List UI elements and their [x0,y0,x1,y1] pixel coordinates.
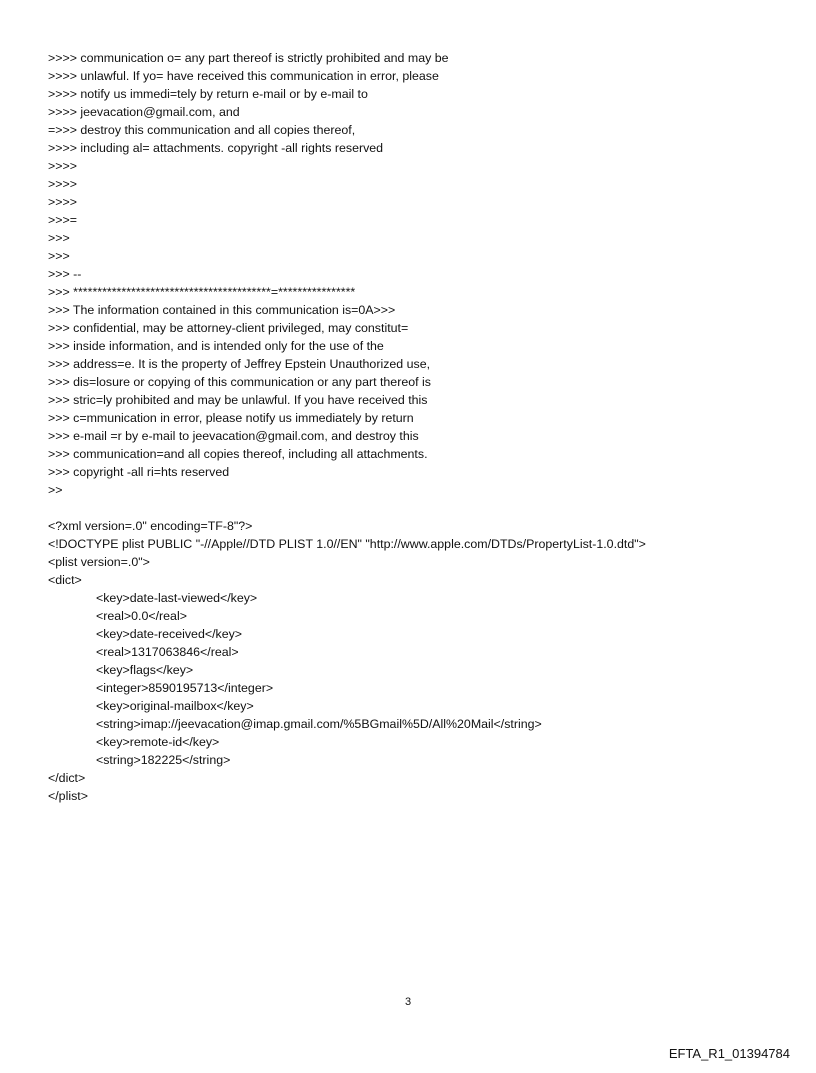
quoted-line: >>> The information contained in this communication is=0A>>> [48,303,396,317]
quoted-line: >> [48,483,63,497]
dict-entry-line: <real>0.0</real> [96,609,187,623]
xml-declaration: <?xml version=.0" encoding=TF-8"?> [48,519,253,533]
dict-entry-line: <key>flags</key> [96,663,194,677]
quoted-line: >>>> notify us immedi=tely by return e-mail or by e-mail to [48,87,368,101]
quoted-line: =>>> destroy this communication and all copies thereof, [48,123,356,137]
quoted-line: >>> inside information, and is intended only for the use of the [48,339,384,353]
quoted-line: >>> stric=ly prohibited and may be unlawful. If you have received this [48,393,428,407]
dict-entry-line: <key>date-last-viewed</key> [96,591,258,605]
quoted-line: >>> dis=losure or copying of this communication or any part thereof is [48,375,431,389]
dict-open-tag: <dict> [48,573,82,587]
dict-entry-line: <integer>8590195713</integer> [96,681,274,695]
plist-block [48,517,788,805]
quoted-line: >>> [48,249,70,263]
quoted-line: >>>> unlawful. If yo= have received this communication in error, please [48,69,439,83]
quoted-line: >>>> [48,177,77,191]
plist-open-tag: <plist version=.0"> [48,555,150,569]
quoted-line: >>>> communication o= any part thereof is strictly prohibited and may be [48,51,449,65]
dict-entries [48,589,788,769]
quoted-line: >>> [48,231,70,245]
quoted-line: >>> communication=and all copies thereof, including all attachments. [48,447,428,461]
dict-entry-line: <string>182225</string> [96,753,231,767]
blank-line [48,499,788,517]
dict-entry-line: <key>date-received</key> [96,627,243,641]
quoted-line: >>> address=e. It is the property of Jeffrey Epstein Unauthorized use, [48,357,431,371]
dict-entry-line: <string>imap://jeevacation@imap.gmail.com/%5BGmail%5D/All%20Mail</string> [96,717,542,731]
document-id: EFTA_R1_01394784 [668,1046,790,1061]
quoted-line: >>> copyright -all ri=hts reserved [48,465,230,479]
quoted-line: >>>= [48,213,77,227]
quoted-line: >>> -- [48,267,82,281]
plist-close-tag: </plist> [48,789,88,803]
quoted-line: >>> e-mail =r by e-mail to jeevacation@gmail.com, and destroy this [48,429,419,443]
quoted-line: >>>> jeevacation@gmail.com, and [48,105,240,119]
quoted-line: >>>> [48,159,77,173]
dict-entry-line: <key>remote-id</key> [96,735,220,749]
dict-close-tag: </dict> [48,771,86,785]
document-body [48,49,788,805]
email-quote-block [48,49,788,499]
page-number: 3 [404,996,412,1008]
quoted-line: >>> *****************************************=**************** [48,285,356,299]
quoted-line: >>>> [48,195,77,209]
plist-doctype: <!DOCTYPE plist PUBLIC "-//Apple//DTD PLIST 1.0//EN" "http://www.apple.com/DTDs/PropertyList-1.0.dtd"> [48,537,646,551]
quoted-line: >>> c=mmunication in error, please notify us immediately by return [48,411,414,425]
dict-entry-line: <key>original-mailbox</key> [96,699,254,713]
quoted-line: >>> confidential, may be attorney-client privileged, may constitut= [48,321,409,335]
quoted-line: >>>> including al= attachments. copyright -all rights reserved [48,141,384,155]
dict-entry-line: <real>1317063846</real> [96,645,239,659]
